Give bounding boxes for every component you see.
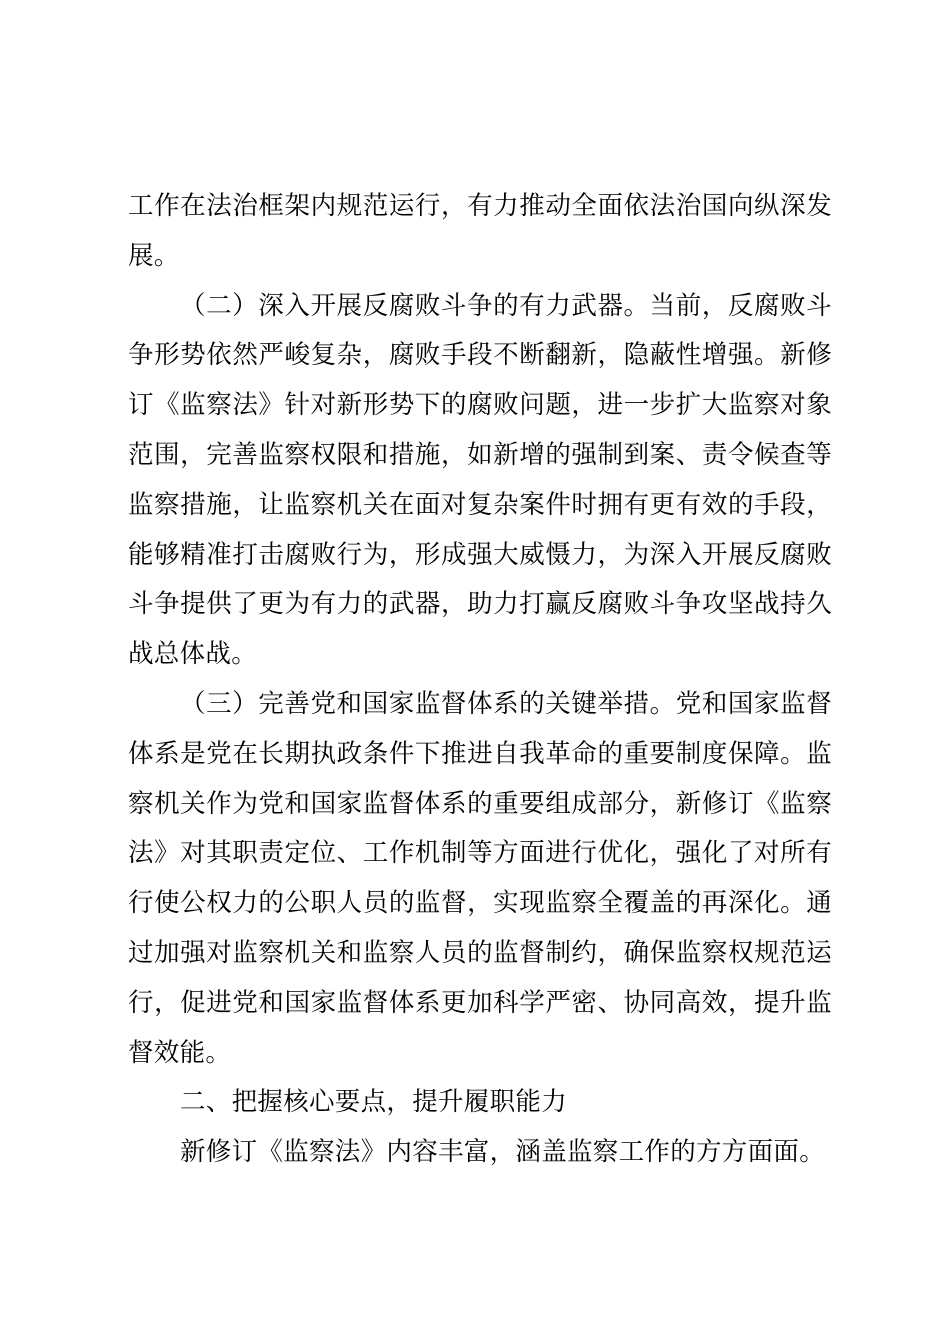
document-body [128, 182, 832, 1178]
paragraph-intro: 新修订《监察法》内容丰富，涵盖监察工作的方方面面。 [180, 1137, 826, 1168]
paragraph-anti-corruption: （二）深入开展反腐败斗争的有力武器。当前，反腐败斗争形势依然严峻复杂，腐败手段不断翻新，隐蔽性增强。新修订《监察法》针对新形势下的腐败问题，进一步扩大监察对象范围，完善监察权限和措施，如新增的强制到案、责令候查等监察措施，让监察机关在面对复杂案件时拥有更有效的手段，能够精准打击腐败行为，形成强大威慑力，为深入开展反腐败斗争提供了更为有力的武器，助力打赢反腐败斗争攻坚战持久战总体战。 [128, 290, 832, 670]
paragraph-supervision-system: （三）完善党和国家监督体系的关键举措。党和国家监督体系是党在长期执政条件下推进自我革命的重要制度保障。监察机关作为党和国家监督体系的重要组成部分，新修订《监察法》对其职责定位、工作机制等方面进行优化，强化了对所有行使公权力的公职人员的监督，实现监察全覆盖的再深化。通过加强对监察机关和监察人员的监督制约，确保监察权规范运行，促进党和国家监督体系更加科学严密、协同高效，提升监督效能。 [128, 688, 832, 1068]
paragraph-continuation: 工作在法治框架内规范运行，有力推动全面依法治国向纵深发展。 [128, 191, 832, 271]
section-heading: 二、把握核心要点，提升履职能力 [180, 1087, 568, 1118]
